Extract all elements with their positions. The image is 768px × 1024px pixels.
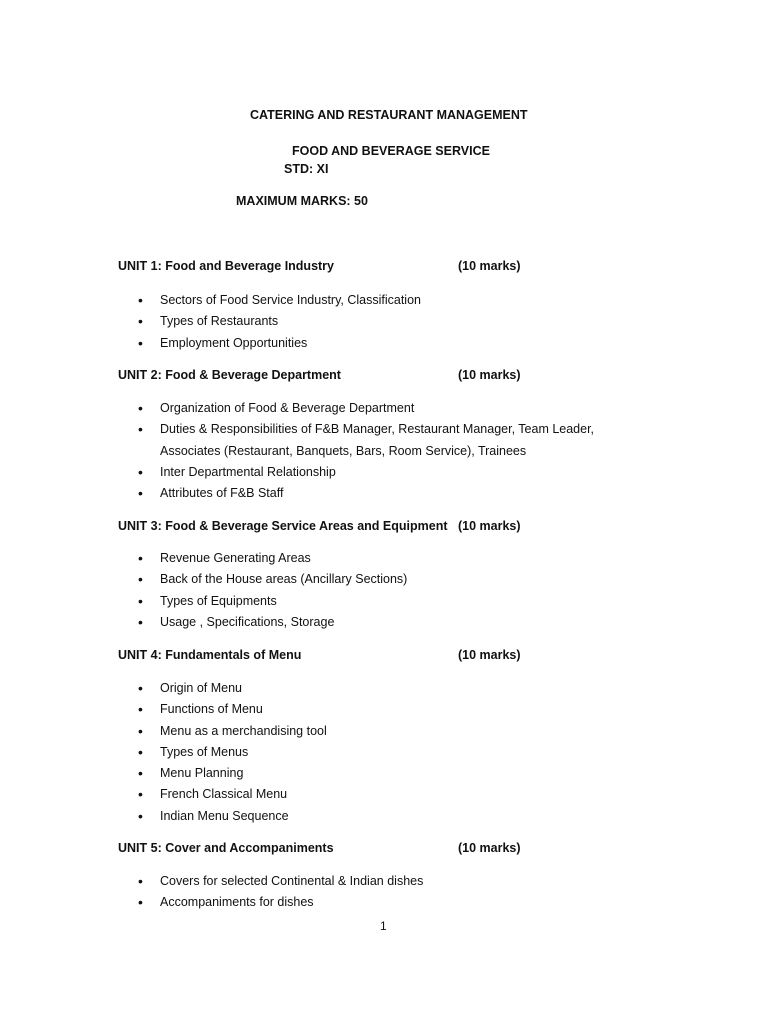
unit-5-title: UNIT 5: Cover and Accompaniments: [118, 841, 334, 855]
list-item: • Types of Menus: [118, 742, 638, 763]
unit-5-marks: (10 marks): [458, 841, 521, 855]
list-item: • Menu Planning: [118, 763, 638, 784]
page-number: 1: [380, 919, 387, 933]
unit-2-marks: (10 marks): [458, 368, 521, 382]
list-item: • Attributes of F&B Staff: [118, 483, 638, 504]
list-item: • Functions of Menu: [118, 699, 638, 720]
unit-3-topic-list: [118, 548, 638, 633]
list-item: • Back of the House areas (Ancillary Sections): [118, 569, 638, 590]
unit-4-topic-list: [118, 678, 638, 827]
list-item: • Revenue Generating Areas: [118, 548, 638, 569]
list-item: • Menu as a merchandising tool: [118, 721, 638, 742]
list-item: • Covers for selected Continental & Indian dishes: [118, 871, 638, 892]
list-item: • Employment Opportunities: [118, 333, 638, 354]
unit-4-marks: (10 marks): [458, 648, 521, 662]
list-item: • Types of Equipments: [118, 591, 638, 612]
unit-2-title: UNIT 2: Food & Beverage Department: [118, 368, 341, 382]
list-item: • Duties & Responsibilities of F&B Manager, Restaurant Manager, Team Leader, Associates (Restaurant, Banquets, Bars, Room Service), Trainees: [118, 419, 638, 462]
list-item: • Indian Menu Sequence: [118, 806, 638, 827]
unit-3-marks: (10 marks): [458, 519, 521, 533]
unit-1-marks: (10 marks): [458, 259, 521, 273]
unit-2-topic-list: [118, 398, 638, 504]
subject-heading: FOOD AND BEVERAGE SERVICE: [292, 144, 490, 158]
max-marks-heading: MAXIMUM MARKS: 50: [236, 194, 368, 208]
list-item: • Origin of Menu: [118, 678, 638, 699]
unit-3-title: UNIT 3: Food & Beverage Service Areas and Equipment: [118, 519, 448, 533]
document-title: CATERING AND RESTAURANT MANAGEMENT: [250, 108, 528, 122]
std-heading: STD: XI: [284, 162, 329, 176]
list-item: • Sectors of Food Service Industry, Classification: [118, 290, 638, 311]
unit-1-title: UNIT 1: Food and Beverage Industry: [118, 259, 335, 273]
unit-1-topic-list: [118, 290, 638, 354]
list-item: • French Classical Menu: [118, 784, 638, 805]
list-item: • Organization of Food & Beverage Department: [118, 398, 638, 419]
list-item: • Accompaniments for dishes: [118, 892, 638, 913]
list-item: • Types of Restaurants: [118, 311, 638, 332]
list-item: • Inter Departmental Relationship: [118, 462, 638, 483]
unit-5-topic-list: [118, 871, 638, 914]
unit-4-title: UNIT 4: Fundamentals of Menu: [118, 648, 302, 662]
list-item: • Usage , Specifications, Storage: [118, 612, 638, 633]
